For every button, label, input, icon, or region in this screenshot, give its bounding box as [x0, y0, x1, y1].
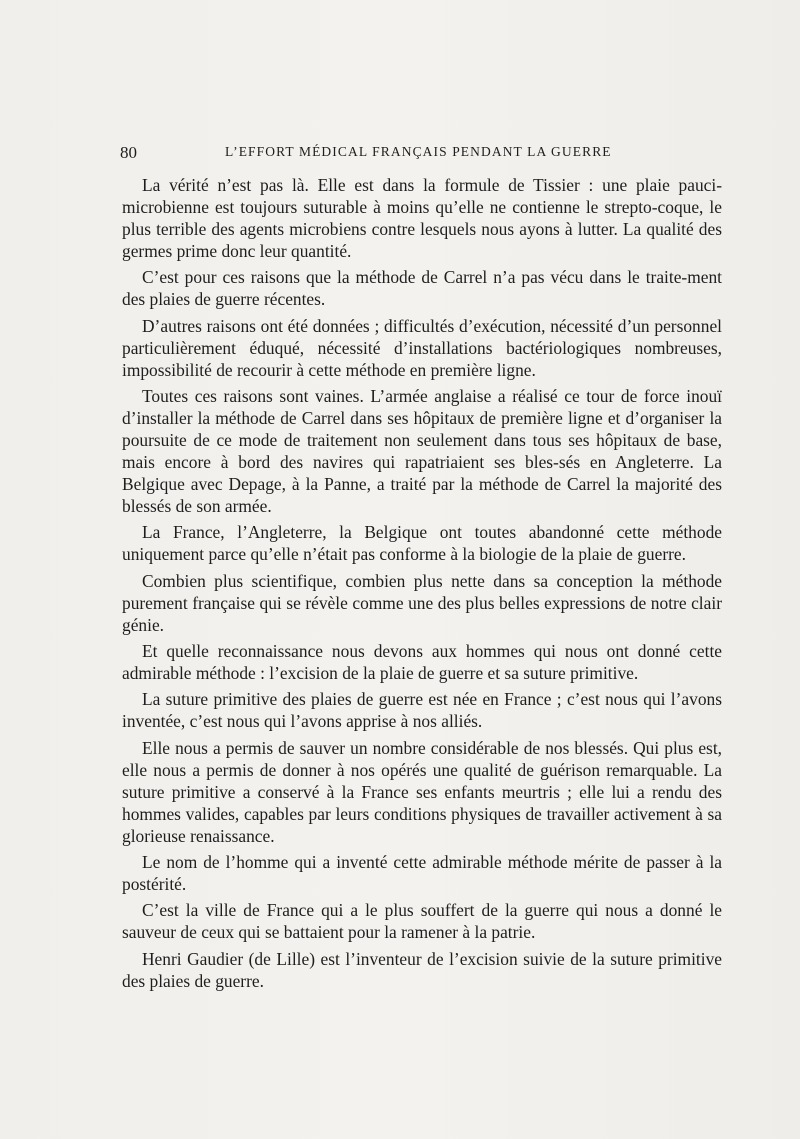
running-head — [120, 143, 720, 165]
paragraph: Le nom de l’homme qui a inventé cette admirable méthode mérite de passer à la postérité. — [122, 852, 722, 895]
paragraph: Elle nous a permis de sauver un nombre considérable de nos blessés. Qui plus est, elle nous a permis de donner à nos opérés une qualité de guérison remarquable. La suture primitive a conservé à la France ses enfants meurtris ; elle lui a rendu des hommes valides, capables par leurs conditions physiques de travailler activement à sa glorieuse renaissance. — [122, 737, 722, 846]
paragraph: D’autres raisons ont été données ; difficultés d’exécution, nécessité d’un personnel particulièrement éduqué, nécessité d’installations bactériologiques nombreuses, impossibilité de recourir à cette méthode en première ligne. — [122, 315, 722, 380]
paragraph: La suture primitive des plaies de guerre est née en France ; c’est nous qui l’avons inventée, c’est nous qui l’avons apprise à nos alliés. — [122, 689, 722, 732]
running-title: L’EFFORT MÉDICAL FRANÇAIS PENDANT LA GUERRE — [225, 144, 612, 159]
page-number: 80 — [120, 143, 137, 162]
paragraph: C’est pour ces raisons que la méthode de Carrel n’a pas vécu dans le traite-ment des plaies de guerre récentes. — [122, 267, 722, 310]
paragraph: Et quelle reconnaissance nous devons aux hommes qui nous ont donné cette admirable méthode : l’excision de la plaie de guerre et sa suture primitive. — [122, 641, 722, 684]
paragraph: Toutes ces raisons sont vaines. L’armée anglaise a réalisé ce tour de force inouï d’installer la méthode de Carrel dans ses hôpitaux de première ligne et d’organiser la poursuite de ce mode de traitement non seulement dans tous ses hôpitaux de base, mais encore à bord des navires qui rapatriaient ses bles-sés en Angleterre. La Belgique avec Depage, à la Panne, a traité par la méthode de Carrel la majorité des blessés de son armée. — [122, 386, 722, 517]
paragraph: La vérité n’est pas là. Elle est dans la formule de Tissier : une plaie pauci-microbienne est toujours suturable à moins qu’elle ne contienne le strepto-coque, le plus terrible des agents microbiens contre lesquels nous ayons à lutter. La qualité des germes prime donc leur quantité. — [122, 175, 722, 261]
body-text — [122, 174, 722, 996]
paragraph: Henri Gaudier (de Lille) est l’inventeur de l’excision suivie de la suture primitive des plaies de guerre. — [122, 948, 722, 991]
paragraph: Combien plus scientifique, combien plus nette dans sa conception la méthode purement française qui se révèle comme une des plus belles expressions de notre clair génie. — [122, 570, 722, 635]
paragraph: C’est la ville de France qui a le plus souffert de la guerre qui nous a donné le sauveur de ceux qui se battaient pour la ramener à la patrie. — [122, 900, 722, 943]
paragraph: La France, l’Angleterre, la Belgique ont toutes abandonné cette méthode uniquement parce qu’elle n’était pas conforme à la biologie de la plaie de guerre. — [122, 522, 722, 565]
